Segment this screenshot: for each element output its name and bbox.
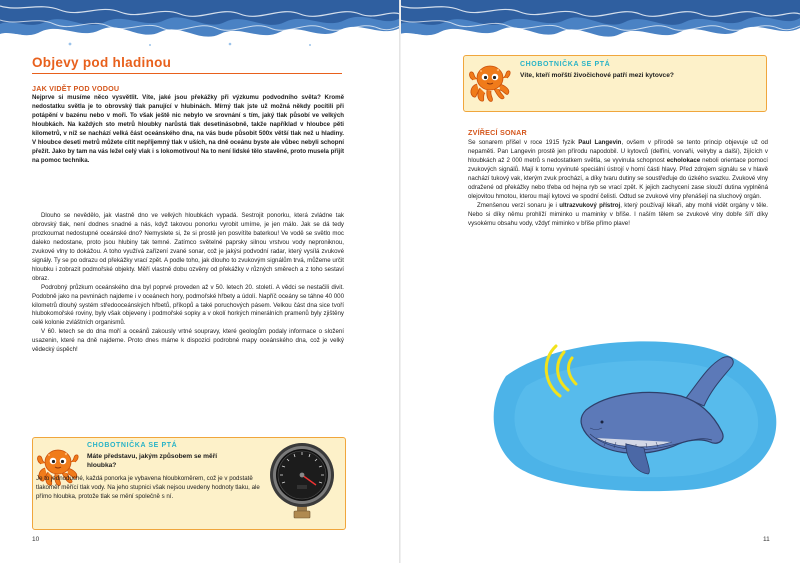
paragraph: Dlouho se nevědělo, jak vlastně dno ve velkých hloubkách vypadá. Sestrojit ponorku, která zvládne tak obrovský tlak, není dodnes snadné a nás, když takovou ponorku vyrobit umíme, je jen málo. Jak se dá tedy prozkoumat nedostupné oceánské dno? Nemyslete si, že si prostě jen posvítíte baterkou! Ve vodě se světlo moc daleko nedostane, proto jsou hlubiny tak temné. Zatímco světelné paprsky silnou vrstvou vody neproniknou, zvukové vlny to dokážou. A toho využívá zařízení zvané sonar, což je jakýsi podvodní radar, který vysílá zvukové signály. Ty se po odrazu od překážky vrací zpět. A podle toho, jak dlouho to zvukovým signálům trvá, můžeme určit hloubku i zobrazit podmořské objekty. Měří vlastně dobu ozvěny od překážky v různých směrech a z toho sestaví obraz. <box>32 212 344 282</box>
term: echolokace <box>666 156 701 164</box>
page-number: 11 <box>763 536 770 543</box>
text: Zmenšenou verzí sonaru je i <box>477 201 560 209</box>
page-number: 10 <box>32 536 40 543</box>
title-underline <box>32 73 342 74</box>
text: Se sonarem přišel v roce 1915 fyzik <box>468 139 579 146</box>
box-title: CHOBOTNIČKA SE PTÁ <box>520 61 611 68</box>
body-paragraphs <box>32 212 344 355</box>
paragraph: V 60. letech se do dna moří a oceánů zakously vrtné soupravy, které geologům podaly informace o složení usazenin, které na dně najdeme. Proto dnes máme k dispozici podrobné mapy oceánského dna, což je velký vědecký úspěch! <box>32 328 344 354</box>
ocean-waves-banner <box>400 0 800 48</box>
book-gutter <box>399 0 401 563</box>
term: ultrazvukový přístroj <box>559 201 621 209</box>
right-page <box>400 0 800 563</box>
text: , ovšem v přírodě se tento princip objevuje už od nepaměti. Pan Langevin prostě jen přírodu napodobil. U kytovců (delfíni, vorvaňi, velryby a další), žijících v hloubkách až 2 000 metrů s nedostatkem světla, se vyvinula schopnost <box>468 139 768 164</box>
section-heading-animal-sonar: ZVÍŘECÍ SONAR <box>468 128 527 137</box>
box-title: CHOBOTNIČKA SE PTÁ <box>87 442 178 449</box>
section-heading-underwater: JAK VIDĚT POD VODOU <box>32 84 120 93</box>
person-name: Paul Langevin <box>578 139 622 146</box>
box-question: Víte, kteří mořští živočichové patří mezi kytovce? <box>520 72 674 79</box>
intro-paragraph: Nejprve si musíme něco vysvětlit. Víte, jaké jsou překážky při výzkumu podvodního světa? Kromě nedostatku světla je to obrovský tlak panující v hlubinách. Mírný tlak jste už možná někdy pocítili při potápění v bazénu nebo v moři. To však ještě nic nebylo ve srovnání s tím, jaký tlak působí ve velkých hloubkách. Na každých sto metrů hloubky narůstá tlak desetinásobně, takže například v hloubce pěti kilometrů, v níž se nachází velká část oceánského dna, na vás bude působit 500x větší tlak než u hladiny. V hloubce deseti metrů můžete cítit nepříjemný tlak v uších, na dně oceánu byste ale vůbec nebyli schopní přežít. Jako by tam na vás ležel celý vlak i s lokomotivou! Na to není lidské tělo stavěné, proto musela přijít na pomoc technika. <box>32 94 344 164</box>
paragraph <box>468 139 768 202</box>
paragraph <box>468 202 768 229</box>
ocean-waves-banner <box>0 0 400 48</box>
box-question: Máte představu, jakým způsobem se měří hloubka? <box>87 453 218 469</box>
text: neboli orientace pomocí zvukových signálů. Mají k tomu vyvinuté speciální ústrojí v horní části hlavy. Před zdrojem signálu se v hlavě nachází tukový vak, kterým zvuk prochází, a díky tvaru dutiny se soustřeďuje do úzkého svazku. Zvukové vlny odražené od překážky nebo třeba od hejna ryb se vrací zpět. K jejich zachycení zase slouží dutina vyplněná olejovitou hmotou, kterou mají kytovci ve spodní čelisti. Odtud se zvukové vlny přenášejí na sluchový orgán. <box>468 156 769 200</box>
text: , který používají lékaři, aby mohli vidět orgány v těle. Nebo si díky němu prohlíží miminko u maminky v břiše. I naším tělem se zvukové vlny dobře šíří díky vysokému obsahu vody, vždyť miminko v břiše přímo plave! <box>468 201 769 227</box>
page-title: Objevy pod hladinou <box>32 55 172 70</box>
box-answer: Je to jednoduché, každá ponorka je vybavena hloubkoměrem, což je v podstatě tlakoměr měřící tlak vody. Na jeho stupnici však nejsou uvedeny hodnoty tlaku, ale přímo hloubka, protože tlak se mění společně s ní. <box>36 475 260 500</box>
body-paragraphs <box>468 139 768 229</box>
depth-gauge-icon <box>268 441 336 519</box>
paragraph: Podrobný průzkum oceánského dna byl poprvé proveden až v 50. letech 20. století. A vědci se nestačili divit. Podobně jako na pevninách najdeme i v oceánech hory, podmořské hřbety a údolí. Napříč oceány se táhne 40 000 kilometrů dlouhý systém středooceánských hřbetů, příkopů a také poruchových pásem. Velkou část dna sice tvoří hlubokomořské roviny, byly však objeveny i podmořské sopky a v okolí horkých minerálních pramenů byly zjištěny celé kolonie zvláštních organismů. <box>32 283 344 327</box>
octopus-icon <box>468 62 512 104</box>
whale-illustration <box>486 336 786 496</box>
